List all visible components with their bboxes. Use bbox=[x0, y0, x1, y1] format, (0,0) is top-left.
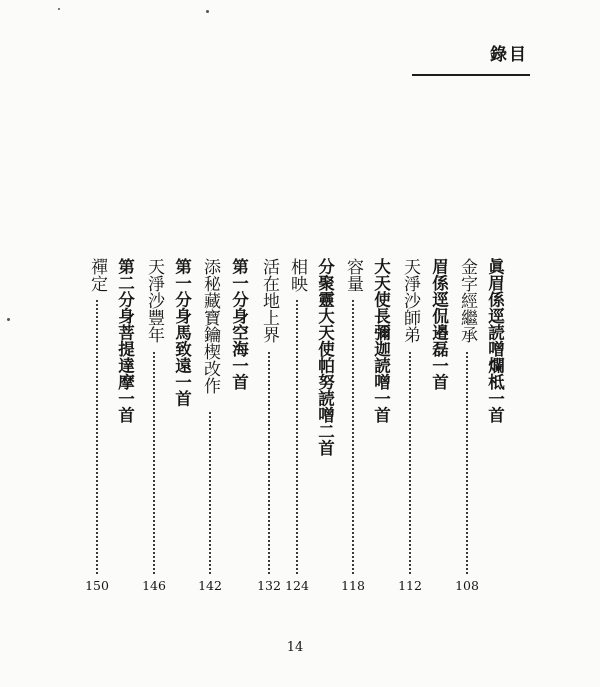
toc-leader-dots bbox=[268, 352, 270, 574]
toc-entry-7-title: 第二分身菩提達摩一首 bbox=[115, 258, 135, 423]
toc-page-number: 132 bbox=[257, 578, 281, 593]
toc-leader-dots bbox=[96, 300, 98, 574]
toc-entry-3-title: 大天使長彌迦読噌一首 bbox=[371, 258, 391, 423]
toc-page-number: 142 bbox=[198, 578, 222, 593]
toc-entry-6-poem: 天淨沙豐年 bbox=[144, 258, 164, 343]
toc-page-number: 150 bbox=[85, 578, 109, 593]
heading-rule bbox=[412, 74, 530, 76]
toc-entry-4-poem-b: 活在地上界 bbox=[259, 258, 279, 343]
toc-entry-4-poem-a: 相映 bbox=[287, 258, 307, 292]
scan-speck bbox=[206, 10, 209, 13]
toc-entry-6-title: 第一分身馬致遠一首 bbox=[172, 258, 192, 407]
page-number: 14 bbox=[286, 640, 304, 655]
toc-page-number: 108 bbox=[455, 578, 479, 593]
toc-page-number: 112 bbox=[398, 578, 422, 593]
toc-entry-5-poem: 添秘藏寶鑰楔改作 bbox=[200, 258, 220, 394]
toc-leader-dots bbox=[153, 352, 155, 574]
toc-leader-dots bbox=[209, 412, 211, 574]
toc-page-number: 124 bbox=[285, 578, 309, 593]
toc-leader-dots bbox=[352, 300, 354, 574]
scan-speck bbox=[58, 8, 60, 10]
toc-entry-7-poem: 禪定 bbox=[87, 258, 107, 292]
toc-entry-2-title: 眉係逕侃邉磊一首 bbox=[429, 258, 449, 390]
contents-heading: 錄目 bbox=[490, 45, 528, 65]
toc-page-number: 118 bbox=[341, 578, 365, 593]
toc-entry-5-title: 第一分身空海一首 bbox=[229, 258, 249, 390]
toc-entry-1-poem: 金字經繼承 bbox=[457, 258, 477, 343]
toc-leader-dots bbox=[409, 352, 411, 574]
toc-entry-1-title: 眞眉係逕読噌爛柢一首 bbox=[485, 258, 505, 423]
toc-leader-dots bbox=[296, 300, 298, 574]
toc-page-number: 146 bbox=[142, 578, 166, 593]
scan-speck bbox=[7, 318, 10, 321]
toc-leader-dots bbox=[466, 352, 468, 574]
toc-entry-4-title: 分聚靈大天使帕努読噌二首 bbox=[315, 258, 335, 456]
toc-entry-2-poem: 天淨沙師弟 bbox=[400, 258, 420, 343]
toc-entry-3-poem: 容量 bbox=[343, 258, 363, 292]
